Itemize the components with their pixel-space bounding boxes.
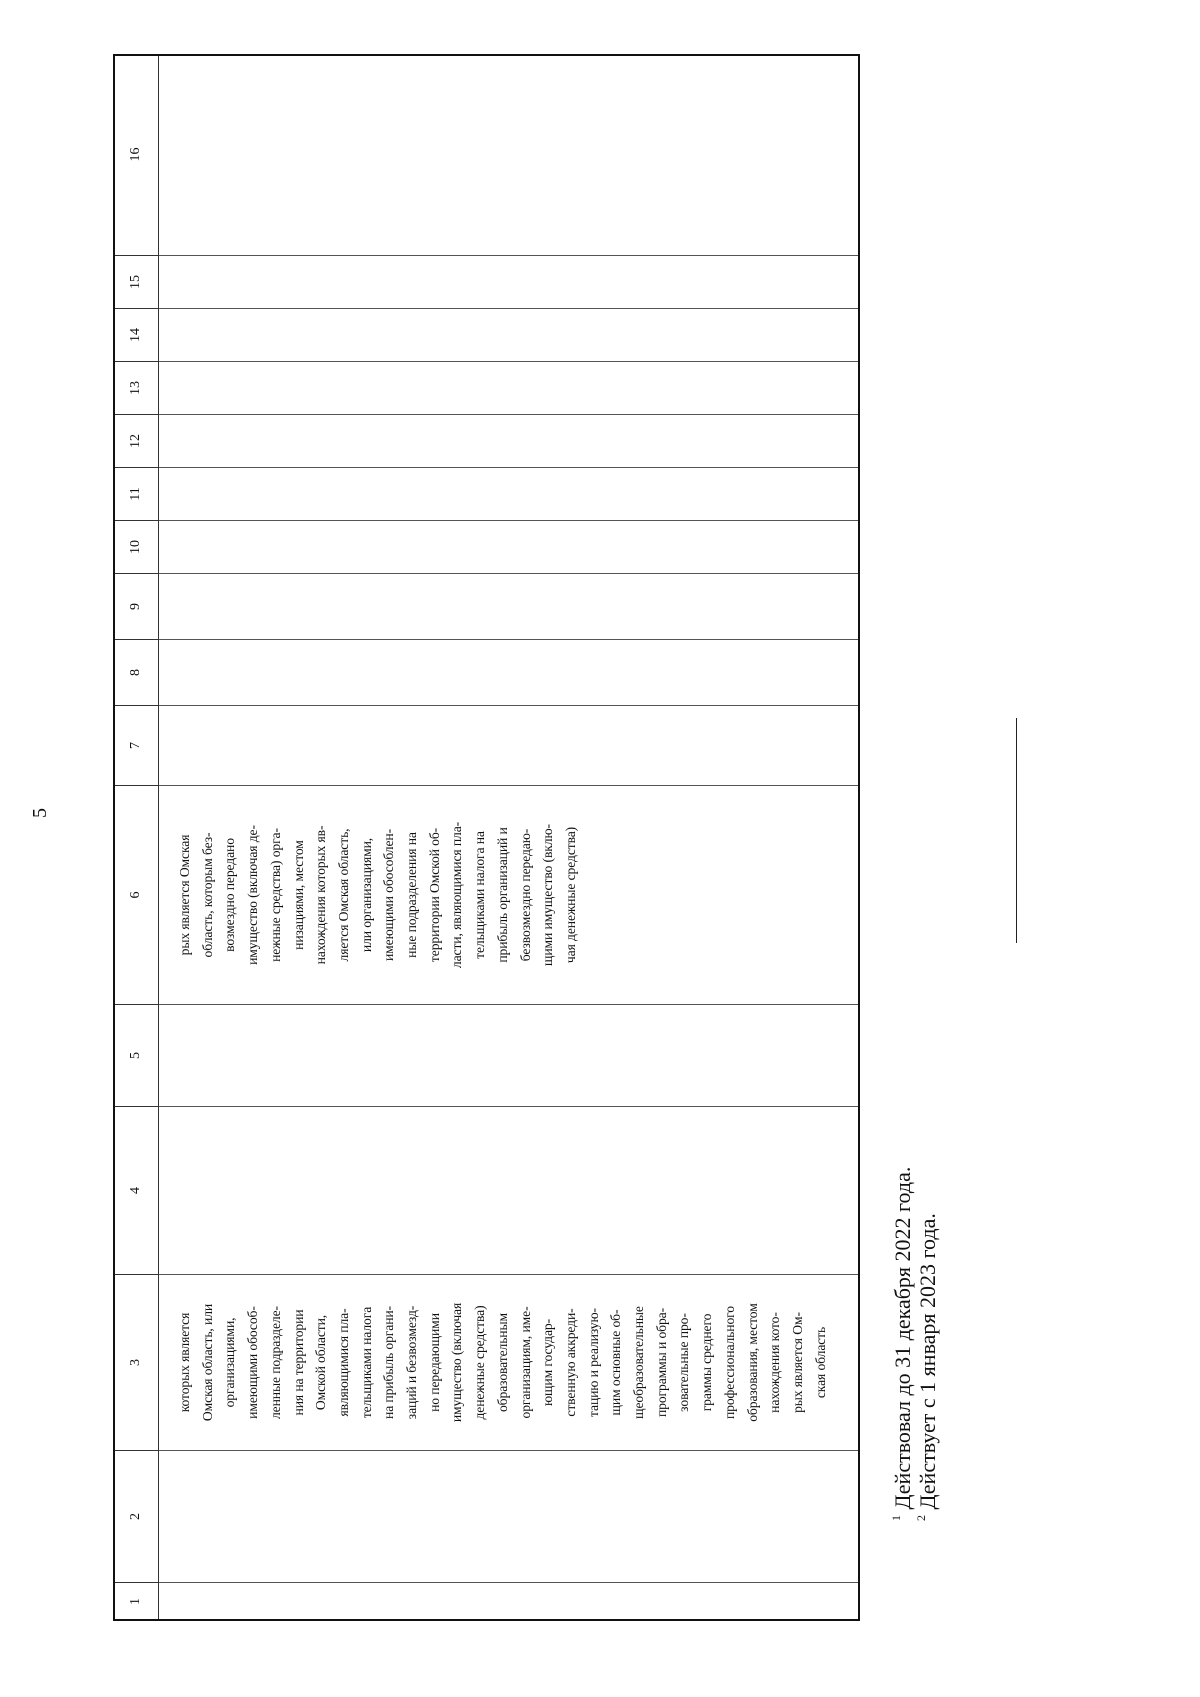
- footnote: [915, 961, 940, 1521]
- column-number: 11: [114, 468, 159, 521]
- footnote-separator: [1016, 718, 1017, 943]
- table-cell: [159, 786, 860, 1005]
- column-number: 13: [114, 362, 159, 415]
- column-number: 4: [114, 1107, 159, 1275]
- table-cell: [159, 54, 860, 256]
- column-number: 6: [114, 786, 159, 1005]
- column-number: 15: [114, 256, 159, 309]
- column-number: 12: [114, 415, 159, 468]
- table-cell: [159, 1005, 860, 1107]
- column-number: 10: [114, 521, 159, 574]
- page-number: 5: [29, 808, 51, 818]
- column-number: 9: [114, 574, 159, 640]
- footnote-mark: 1: [889, 1515, 903, 1521]
- column-number: 16: [114, 54, 159, 256]
- cell-text-col3: которых является Омская область, или организациями, имеющими обособ- ленные подразделе- ния на территории Омской области, являющимися пла- тельщиками налога на прибыль органи- заций и безвозмезд- но передающими имущество (включая денежные средства) образовательным организациям, име- ющим государ- ственную аккреди- тацию и реализую- щим основные об- щеобразовательные программы и обра- зовательные про- граммы среднего профессионального образования, местом нахождения кото- рых является Ом- ская область: [177, 1302, 828, 1423]
- table-cell: [159, 1275, 860, 1451]
- table-cell: [159, 640, 860, 706]
- table-cell: [159, 1451, 860, 1583]
- column-number: 3: [114, 1275, 159, 1451]
- footnote-text: Действовал до 31 декабря 2022 года.: [890, 1166, 915, 1510]
- table-row: [159, 54, 860, 1621]
- cell-text-col6: рых является Омская область, которым без- возмездно передано имущество (включая де- нежные средства) орга- низациями, местом нахождения которых яв- ляется Омская область, или организациями, имеющими обособлен- ные подразделения на территории Омской об- ласти, являющимися пла- тельщиками налога на прибыль организаций и безвозмездно передаю- щими имущество (вклю- чая денежные средства): [177, 821, 578, 969]
- footnote-text: Действует с 1 января 2023 года.: [915, 1213, 940, 1510]
- table-header-row: [114, 54, 159, 1621]
- table-cell: [159, 309, 860, 362]
- table-cell: [159, 574, 860, 640]
- column-number: 2: [114, 1451, 159, 1583]
- table-cell: [159, 706, 860, 786]
- footnote: [890, 961, 915, 1521]
- column-number: 1: [114, 1583, 159, 1621]
- column-number: 7: [114, 706, 159, 786]
- indicator-table: [113, 54, 860, 1621]
- table-cell: [159, 1107, 860, 1275]
- table-cell: [159, 362, 860, 415]
- column-number: 5: [114, 1005, 159, 1107]
- table-cell: [159, 256, 860, 309]
- table-cell: [159, 521, 860, 574]
- table-cell: [159, 1583, 860, 1621]
- column-number: 14: [114, 309, 159, 362]
- footnotes: [890, 961, 940, 1521]
- table-cell: [159, 468, 860, 521]
- table-cell: [159, 415, 860, 468]
- column-number: 8: [114, 640, 159, 706]
- footnote-mark: 2: [914, 1515, 928, 1521]
